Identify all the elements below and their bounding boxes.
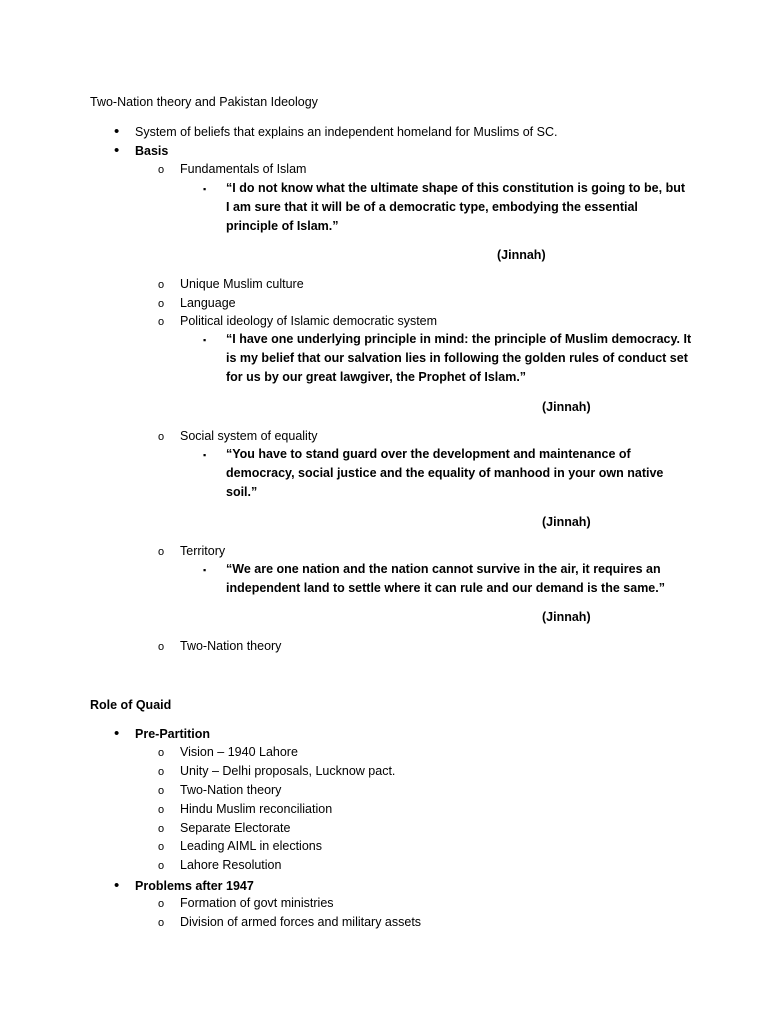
bullet-marker: • bbox=[114, 142, 120, 159]
circle-marker: o bbox=[158, 298, 165, 310]
list-item: Political ideology of Islamic democratic system bbox=[180, 314, 438, 328]
list-item: Unique Muslim culture bbox=[180, 277, 304, 291]
quote-line: “I do not know what the ultimate shape of this constitution is going to be, but bbox=[226, 181, 686, 195]
bullet-marker: • bbox=[114, 123, 120, 140]
circle-marker: o bbox=[158, 279, 165, 291]
quote-line: for us by our great lawgiver, the Prophet of Islam.” bbox=[226, 370, 527, 384]
attribution: (Jinnah) bbox=[542, 515, 591, 529]
list-item: Division of armed forces and military assets bbox=[180, 915, 422, 929]
quote-line: “You have to stand guard over the development and maintenance of bbox=[226, 447, 631, 461]
circle-marker: o bbox=[158, 546, 165, 558]
quote-line: is my belief that our salvation lies in following the golden rules of conduct set bbox=[226, 351, 688, 365]
list-item: Two-Nation theory bbox=[180, 639, 282, 653]
circle-marker: o bbox=[158, 917, 165, 929]
circle-marker: o bbox=[158, 164, 165, 176]
circle-marker: o bbox=[158, 747, 165, 759]
attribution: (Jinnah) bbox=[542, 610, 591, 624]
circle-marker: o bbox=[158, 641, 165, 653]
circle-marker: o bbox=[158, 823, 165, 835]
quote-line: “We are one nation and the nation cannot survive in the air, it requires an bbox=[226, 562, 661, 576]
attribution: (Jinnah) bbox=[497, 248, 546, 262]
square-marker: ▪ bbox=[203, 450, 207, 460]
list-item: Formation of govt ministries bbox=[180, 896, 334, 910]
circle-marker: o bbox=[158, 860, 165, 872]
circle-marker: o bbox=[158, 804, 165, 816]
quote-line: “I have one underlying principle in mind: the principle of Muslim democracy. It bbox=[226, 332, 692, 346]
list-item: Separate Electorate bbox=[180, 821, 291, 835]
circle-marker: o bbox=[158, 841, 165, 853]
list-item: Leading AIML in elections bbox=[180, 839, 322, 853]
attribution: (Jinnah) bbox=[542, 400, 591, 414]
list-item: Two-Nation theory bbox=[180, 783, 282, 797]
quote-line: democracy, social justice and the equality of manhood in your own native bbox=[226, 466, 664, 480]
list-item: Lahore Resolution bbox=[180, 858, 282, 872]
circle-marker: o bbox=[158, 785, 165, 797]
list-item: Unity – Delhi proposals, Lucknow pact. bbox=[180, 764, 396, 778]
list-item: Territory bbox=[180, 544, 226, 558]
problems-label: Problems after 1947 bbox=[135, 879, 254, 893]
bullet-marker: • bbox=[114, 725, 120, 742]
list-item: Social system of equality bbox=[180, 429, 318, 443]
list-item: Hindu Muslim reconciliation bbox=[180, 802, 333, 816]
square-marker: ▪ bbox=[203, 565, 207, 575]
circle-marker: o bbox=[158, 766, 165, 778]
circle-marker: o bbox=[158, 898, 165, 910]
quote-line: principle of Islam.” bbox=[226, 219, 339, 233]
square-marker: ▪ bbox=[203, 335, 207, 345]
basis-label: Basis bbox=[135, 144, 169, 158]
list-item: Vision – 1940 Lahore bbox=[180, 745, 298, 759]
list-item: Fundamentals of Islam bbox=[180, 162, 307, 176]
pre-partition-label: Pre-Partition bbox=[135, 727, 211, 741]
quote-line: independent land to settle where it can rule and our demand is the same.” bbox=[226, 581, 665, 595]
square-marker: ▪ bbox=[203, 184, 207, 194]
definition-text: System of beliefs that explains an independent homeland for Muslims of SC. bbox=[135, 125, 558, 139]
circle-marker: o bbox=[158, 431, 165, 443]
section-heading-ideology: Two-Nation theory and Pakistan Ideology bbox=[90, 95, 318, 109]
circle-marker: o bbox=[158, 316, 165, 328]
quote-line: I am sure that it will be of a democratic type, embodying the essential bbox=[226, 200, 638, 214]
bullet-marker: • bbox=[114, 877, 120, 894]
section-heading-role: Role of Quaid bbox=[90, 698, 172, 712]
quote-line: soil.” bbox=[226, 485, 258, 499]
list-item: Language bbox=[180, 296, 236, 310]
